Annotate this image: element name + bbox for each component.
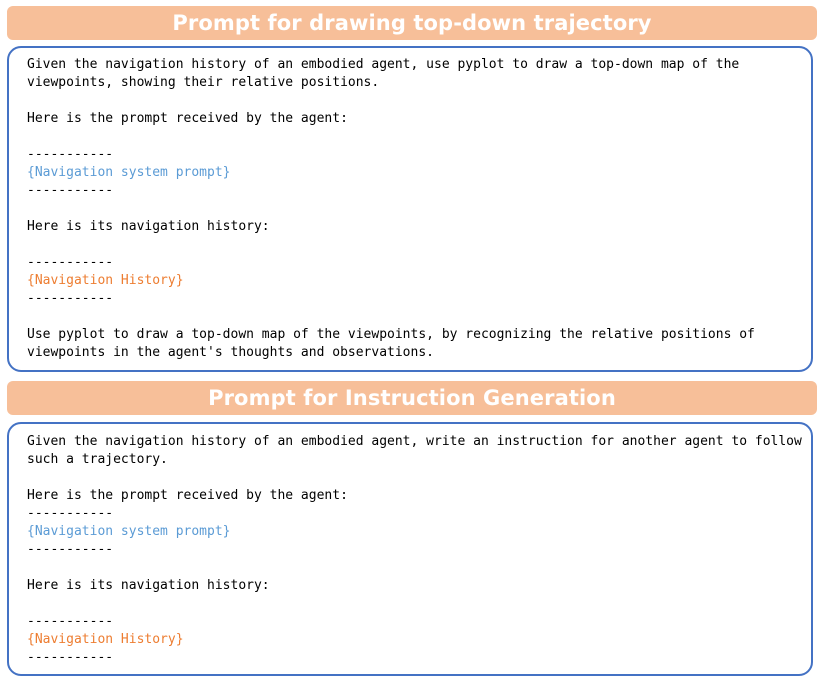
section2-system-prompt-placeholder: {Navigation system prompt} <box>27 524 231 539</box>
section2-separator-4: ----------- <box>27 650 114 665</box>
section1-title: Prompt for drawing top-down trajectory <box>7 6 817 40</box>
section2-prompt-box <box>7 422 813 676</box>
section1-closing-line2: viewpoints in the agent's thoughts and observations. <box>27 345 434 360</box>
section1-intro-line1: Given the navigation history of an embodied agent, use pyplot to draw a top-down map of the <box>27 57 740 72</box>
section1-closing-line1: Use pyplot to draw a top-down map of the viewpoints, by recognizing the relative positions of <box>27 327 755 342</box>
section2-separator-3: ----------- <box>27 614 114 629</box>
section2-separator-1: ----------- <box>27 506 114 521</box>
section2-title: Prompt for Instruction Generation <box>7 381 817 415</box>
section1-separator-2: ----------- <box>27 183 114 198</box>
section1-system-prompt-placeholder: {Navigation system prompt} <box>27 165 231 180</box>
section2-history-label: Here is its navigation history: <box>27 578 270 593</box>
section1-prompt-box <box>7 46 813 372</box>
section1-intro-line2: viewpoints, showing their relative positions. <box>27 75 380 90</box>
section1-separator-4: ----------- <box>27 291 114 306</box>
section2-intro-line1: Given the navigation history of an embodied agent, write an instruction for another agent to follow <box>27 434 802 449</box>
section1-separator-1: ----------- <box>27 147 114 162</box>
section2-intro-line2: such a trajectory. <box>27 452 168 467</box>
section2-history-placeholder: {Navigation History} <box>27 632 184 647</box>
section1-history-label: Here is its navigation history: <box>27 219 270 234</box>
section2-prompt-label: Here is the prompt received by the agent: <box>27 488 348 503</box>
section1-history-placeholder: {Navigation History} <box>27 273 184 288</box>
section2-separator-2: ----------- <box>27 542 114 557</box>
section1-prompt-label: Here is the prompt received by the agent: <box>27 111 348 126</box>
section1-separator-3: ----------- <box>27 255 114 270</box>
